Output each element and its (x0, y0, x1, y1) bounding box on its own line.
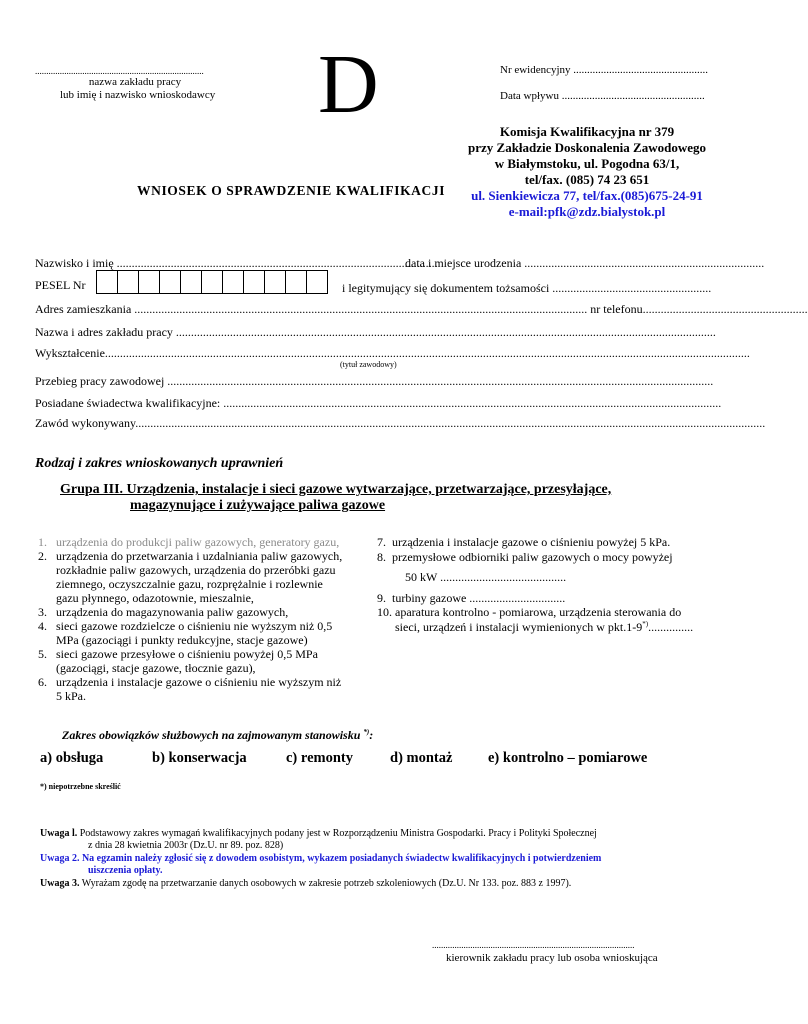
pesel-cell[interactable] (307, 271, 327, 293)
commission-line: przy Zakładzie Doskonalenia Zawodowego (468, 140, 706, 155)
pesel-label: PESEL Nr (35, 278, 86, 292)
group-title-line-2: magazynujące i zużywające paliwa gazowe (130, 498, 386, 513)
list-item[interactable]: 5. sieci gazowe przesyłowe o ciśnieniu powyżej 0,5 MPa (gazociągi, stacje gazowe, tłocznie gazu), (38, 647, 318, 675)
commission-email: e-mail:pfk@zdz.bialystok.pl (508, 204, 666, 219)
duty-option-d[interactable]: d) montaż (390, 750, 453, 766)
applicant-label-1: nazwa zakładu pracy (88, 76, 182, 88)
form-title: WNIOSEK O SPRAWDZENIE KWALIFIKACJI (137, 183, 446, 198)
commission-line: w Białymstoku, ul. Pogodna 63/1, (494, 156, 680, 171)
item-10-cont[interactable]: sieci, urządzeń i instalacji wymienionych w pkt.1-9*)............... (395, 620, 694, 634)
footnote: *) niepotrzebne skreślić (40, 782, 121, 791)
birth-field[interactable]: data i miejsce urodzenia ................................................................................ (405, 256, 765, 270)
list-item[interactable]: 4. sieci gazowe rozdzielcze o ciśnieniu nie wyższym niż 0,5 MPa (gazociągi i punkty redukcyjne, stacje gazowe) (38, 619, 333, 647)
pesel-cell[interactable] (160, 271, 181, 293)
education-field[interactable]: Wykształcenie....................................................................................................................................................................................................................... (35, 346, 750, 360)
group-title-line-1: Grupa III. Urządzenia, instalacje i sieci gazowe wytwarzające, przetwarzające, przesyłające, (60, 482, 612, 497)
note-3: Uwaga 3. Wyrażam zgodę na przetwarzanie danych osobowych w zakresie potrzeb szkoleniowych (Dz.U. Nr 133. poz. 883 z 1997). (40, 878, 572, 889)
note-2-cont: uiszczenia opłaty. (88, 865, 163, 876)
pesel-input[interactable] (96, 270, 328, 294)
item-8[interactable]: 8. przemysłowe odbiorniki paliw gazowych o mocy powyżej (377, 550, 673, 564)
pesel-cell[interactable] (139, 271, 160, 293)
pesel-cell[interactable] (286, 271, 307, 293)
item-8-power[interactable]: 50 kW .......................................... (405, 570, 567, 584)
address-field[interactable]: Adres zamieszkania ....................................................................................................................................................... nr telefonu....................................................... (35, 302, 808, 316)
signature-label: kierownik zakładu pracy lub osoba wnioskująca (446, 952, 658, 964)
commission-line: tel/fax. (085) 74 23 651 (524, 172, 650, 187)
pesel-cell[interactable] (181, 271, 202, 293)
duty-option-c[interactable]: c) remonty (286, 750, 353, 766)
list-item[interactable]: 3. urządzenia do magazynowania paliw gazowych, (38, 605, 289, 619)
scope-heading: Rodzaj i zakres wnioskowanych uprawnień (35, 456, 284, 471)
commission-address: ul. Sienkiewicza 77, tel/fax.(085)675-24-91 (471, 188, 703, 203)
commission-line: Komisja Kwalifikacyjna nr 379 (499, 124, 675, 139)
name-field[interactable]: Nazwisko i imię ........................................................................................................... (35, 256, 438, 270)
applicant-label-2: lub imię i nazwisko wnioskodawcy (60, 89, 216, 101)
id-document-field[interactable]: i legitymujący się dokumentem tożsamości ..................................................... (342, 281, 712, 295)
applicant-dots: ........................................................................... (35, 66, 204, 76)
registration-number-field: Nr ewidencyjny ................................................. (500, 64, 709, 76)
pesel-cell[interactable] (244, 271, 265, 293)
work-history-field[interactable]: Przebieg pracy zawodowej ...................................................................................................................................................................................... (35, 374, 714, 388)
commission-block (455, 124, 719, 220)
list-item[interactable]: 6. urządzenia i instalacje gazowe o ciśnieniu nie wyższym niż 5 kPa. (38, 675, 342, 703)
duty-option-a[interactable]: a) obsługa (40, 750, 104, 766)
duties-heading: Zakres obowiązków służbowych na zajmowanym stanowisku *): (62, 728, 374, 742)
list-item[interactable]: 2. urządzenia do przetwarzania i uzdalniania paliw gazowych, rozkładnie paliw gazowych, urządzenia do przeróbki gazu ziemnego, oczyszczalnie gazu, rozprężalnie i rozlewnie gazu płynnego, odazotownie, mieszalnie, (38, 549, 343, 605)
employer-field[interactable]: Nazwa i adres zakładu pracy .................................................................................................................................................................................... (35, 325, 716, 339)
pesel-cell[interactable] (97, 271, 118, 293)
list-item[interactable]: 1. urządzenia do produkcji paliw gazowych, generatory gazu, (38, 535, 340, 549)
pesel-cell[interactable] (118, 271, 139, 293)
pesel-cell[interactable] (265, 271, 286, 293)
receipt-date-field: Data wpływu .................................................... (500, 90, 705, 102)
form-letter: D (318, 38, 379, 131)
note-2: Uwaga 2. Na egzamin należy zgłosić się z dowodem osobistym, wykazem posiadanych świadectw kwalifikacyjnych i potwierdzeniem (40, 853, 602, 864)
education-note: (tytuł zawodowy) (340, 360, 397, 369)
pesel-cell[interactable] (202, 271, 223, 293)
certificates-field[interactable]: Posiadane świadectwa kwalifikacyjne: ...................................................................................................................................................................... (35, 396, 722, 410)
signature-line[interactable]: .......................................................................................... (432, 940, 635, 950)
pesel-cell[interactable] (223, 271, 244, 293)
note-1: Uwaga l. Podstawowy zakres wymagań kwalifikacyjnych podany jest w Rozporządzeniu Ministra Gospodarki. Pracy i Polityki Społecznej (40, 828, 597, 839)
item-10[interactable]: 10. aparatura kontrolno - pomiarowa, urządzenia sterowania do (377, 605, 682, 619)
profession-field[interactable]: Zawód wykonywany.................................................................................................................................................................................................................. (35, 416, 766, 430)
item-7[interactable]: 7. urządzenia i instalacje gazowe o ciśnieniu powyżej 5 kPa. (377, 535, 671, 549)
note-1-cont: z dnia 28 kwietnia 2003r (Dz.U. nr 89. poz. 828) (88, 840, 284, 851)
item-9[interactable]: 9. turbiny gazowe ................................ (377, 591, 566, 605)
duty-option-b[interactable]: b) konserwacja (152, 750, 247, 766)
left-scope-list (38, 535, 348, 703)
duty-option-e[interactable]: e) kontrolno – pomiarowe (488, 750, 648, 766)
